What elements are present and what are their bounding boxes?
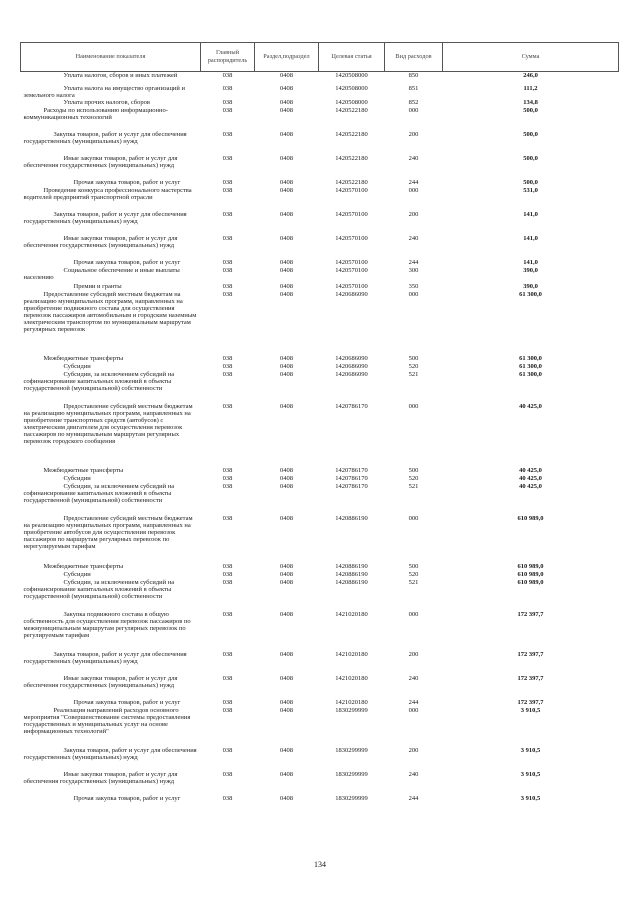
row-section: 0408 xyxy=(280,99,293,106)
row-section: 0408 xyxy=(280,355,293,362)
table-row xyxy=(21,363,619,371)
row-sum: 610 989,0 xyxy=(517,515,544,522)
row-name-text: Проведение конкурса профессионального мастерства водителей предприятий транспортной отрасли xyxy=(23,187,192,201)
row-sum: 610 989,0 xyxy=(517,563,544,570)
row-section: 0408 xyxy=(280,483,293,490)
table-row xyxy=(21,235,619,259)
header-grbs: Главный распорядитель xyxy=(201,43,255,72)
row-grbs: 038 xyxy=(222,187,233,194)
row-name xyxy=(21,475,201,483)
row-section: 0408 xyxy=(280,699,293,706)
row-section: 0408 xyxy=(280,131,293,138)
row-target: 1421020180 xyxy=(335,611,368,618)
row-sum: 172 397,7 xyxy=(517,651,544,658)
row-sum: 61 300,0 xyxy=(519,291,542,298)
row-target: 1420522180 xyxy=(335,131,368,138)
row-name xyxy=(21,579,201,611)
row-grbs: 038 xyxy=(222,563,233,570)
row-name xyxy=(21,571,201,579)
row-sum: 390,0 xyxy=(523,267,538,274)
table-row xyxy=(21,747,619,771)
row-name-text: Субсидии xyxy=(63,475,91,482)
row-sum: 141,0 xyxy=(523,235,538,242)
row-name-text: Премии и гранты xyxy=(73,283,122,290)
row-grbs: 038 xyxy=(222,99,233,106)
row-grbs: 038 xyxy=(222,403,233,410)
row-name xyxy=(21,155,201,179)
row-sum: 500,0 xyxy=(523,107,538,114)
row-section: 0408 xyxy=(280,85,293,92)
row-name-text: Прочая закупка товаров, работ и услуг xyxy=(73,795,181,802)
row-expense-type: 000 xyxy=(408,611,419,618)
row-name-text: Иные закупки товаров, работ и услуг для обеспечения государственных (муниципальных) нужд xyxy=(23,675,178,689)
row-section: 0408 xyxy=(280,467,293,474)
row-target: 1420570100 xyxy=(335,283,368,290)
row-grbs: 038 xyxy=(222,771,233,778)
row-grbs: 038 xyxy=(222,579,233,586)
row-expense-type: 200 xyxy=(408,131,419,138)
row-grbs: 038 xyxy=(222,475,233,482)
row-section: 0408 xyxy=(280,371,293,378)
table-body xyxy=(21,72,619,804)
row-expense-type: 240 xyxy=(408,675,419,682)
table-header-row xyxy=(21,43,619,72)
row-expense-type: 521 xyxy=(408,483,419,490)
table-row xyxy=(21,707,619,747)
row-grbs: 038 xyxy=(222,795,233,802)
table-row xyxy=(21,771,619,795)
row-expense-type: 240 xyxy=(408,155,419,162)
row-grbs: 038 xyxy=(222,355,233,362)
row-section: 0408 xyxy=(280,563,293,570)
row-target: 1420786170 xyxy=(335,475,368,482)
row-section: 0408 xyxy=(280,235,293,242)
row-section: 0408 xyxy=(280,403,293,410)
table-row xyxy=(21,107,619,131)
row-sum: 111,2 xyxy=(523,85,538,92)
row-expense-type: 500 xyxy=(408,563,419,570)
row-section: 0408 xyxy=(280,651,293,658)
row-target: 1420786170 xyxy=(335,403,368,410)
row-expense-type: 520 xyxy=(408,363,419,370)
row-sum: 61 300,0 xyxy=(519,355,542,362)
table-row xyxy=(21,563,619,571)
row-expense-type: 240 xyxy=(408,235,419,242)
row-grbs: 038 xyxy=(222,291,233,298)
table-row xyxy=(21,483,619,515)
table-row xyxy=(21,675,619,699)
row-expense-type: 500 xyxy=(408,355,419,362)
row-name-text: Межбюджетные трансферты xyxy=(43,467,124,474)
row-name xyxy=(21,747,201,771)
page-number: 134 xyxy=(314,860,326,869)
row-expense-type: 521 xyxy=(408,579,419,586)
row-grbs: 038 xyxy=(222,283,233,290)
table-row xyxy=(21,467,619,475)
row-sum: 3 910,5 xyxy=(520,747,541,754)
row-name-text: Уплата прочих налогов, сборов xyxy=(63,99,150,106)
row-name xyxy=(21,675,201,699)
row-expense-type: 244 xyxy=(408,259,419,266)
row-grbs: 038 xyxy=(222,155,233,162)
row-grbs: 038 xyxy=(222,131,233,138)
table-row xyxy=(21,403,619,467)
row-section: 0408 xyxy=(280,571,293,578)
row-name xyxy=(21,179,201,187)
row-name-text: Уплата налога на имущество организаций и земельного налога xyxy=(23,85,185,99)
row-sum: 40 425,0 xyxy=(519,483,542,490)
row-sum: 500,0 xyxy=(523,131,538,138)
row-sum: 134,8 xyxy=(523,99,538,106)
row-grbs: 038 xyxy=(222,107,233,114)
row-target: 1420686090 xyxy=(335,363,368,370)
row-sum: 3 910,5 xyxy=(520,707,541,714)
row-target: 1420886190 xyxy=(335,515,368,522)
row-target: 1420508000 xyxy=(335,72,368,79)
row-target: 1420686090 xyxy=(335,371,368,378)
row-sum: 172 397,7 xyxy=(517,699,544,706)
row-name xyxy=(21,267,201,283)
row-name xyxy=(21,771,201,795)
row-target: 1830299999 xyxy=(335,771,368,778)
row-target: 1420522180 xyxy=(335,107,368,114)
row-name-text: Межбюджетные трансферты xyxy=(43,355,124,362)
row-name-text: Предоставление субсидий местным бюджетам на реализацию муниципальных программ, направленных на приобретение подвижного состава для осуществления перевозок пассажиров автомобильным и городским наземным электрическим транспортом по муниципальным маршрутам регулярных перевозок xyxy=(23,291,197,333)
row-name-text: Предоставление субсидий местным бюджетам на реализацию муниципальных программ, направленных на приобретение автобусов для осуществления перевозок пассажиров по маршрутам регулярных перевозок по нерегулируемым тарифам xyxy=(23,515,193,550)
row-grbs: 038 xyxy=(222,211,233,218)
row-name xyxy=(21,699,201,707)
row-target: 1420886190 xyxy=(335,563,368,570)
row-name-text: Субсидии, за исключением субсидий на софинансирование капитальных вложений в объекты государственной (муниципальной) собственности xyxy=(23,579,175,600)
row-name xyxy=(21,211,201,235)
row-name xyxy=(21,283,201,291)
table-row xyxy=(21,267,619,283)
row-grbs: 038 xyxy=(222,267,233,274)
row-sum: 610 989,0 xyxy=(517,579,544,586)
table-row xyxy=(21,355,619,363)
table-row xyxy=(21,179,619,187)
row-name xyxy=(21,235,201,259)
row-expense-type: 300 xyxy=(408,267,419,274)
row-name-text: Прочая закупка товаров, работ и услуг xyxy=(73,179,181,186)
row-target: 1420570100 xyxy=(335,187,368,194)
row-name-text: Закупка товаров, работ и услуг для обеспечения государственных (муниципальных) нужд xyxy=(23,747,197,761)
row-expense-type: 244 xyxy=(408,795,419,802)
row-section: 0408 xyxy=(280,267,293,274)
row-section: 0408 xyxy=(280,771,293,778)
row-name-text: Закупка товаров, работ и услуг для обеспечения государственных (муниципальных) нужд xyxy=(23,131,187,145)
row-name-text: Иные закупки товаров, работ и услуг для обеспечения государственных (муниципальных) нужд xyxy=(23,155,178,169)
row-grbs: 038 xyxy=(222,259,233,266)
row-target: 1830299999 xyxy=(335,795,368,802)
row-name-text: Уплата налогов, сборов и иных платежей xyxy=(63,72,178,79)
row-expense-type: 000 xyxy=(408,107,419,114)
row-sum: 610 989,0 xyxy=(517,571,544,578)
row-expense-type: 000 xyxy=(408,187,419,194)
row-expense-type: 000 xyxy=(408,291,419,298)
row-name xyxy=(21,515,201,563)
row-name-text: Социальное обеспечение и иные выплаты населению xyxy=(23,267,180,281)
row-section: 0408 xyxy=(280,675,293,682)
row-expense-type: 850 xyxy=(408,72,419,79)
row-name xyxy=(21,85,201,99)
row-section: 0408 xyxy=(280,363,293,370)
row-sum: 390,0 xyxy=(523,283,538,290)
table-row xyxy=(21,699,619,707)
header-expense-type: Вид расходов xyxy=(385,43,443,72)
table-row xyxy=(21,291,619,355)
header-sum: Сумма xyxy=(443,43,619,72)
row-name-text: Субсидии xyxy=(63,571,91,578)
row-grbs: 038 xyxy=(222,235,233,242)
row-target: 1420686090 xyxy=(335,291,368,298)
row-name xyxy=(21,707,201,747)
row-expense-type: 350 xyxy=(408,283,419,290)
row-target: 1420522180 xyxy=(335,155,368,162)
row-name xyxy=(21,99,201,107)
row-grbs: 038 xyxy=(222,651,233,658)
table-row xyxy=(21,131,619,155)
row-name xyxy=(21,563,201,571)
row-grbs: 038 xyxy=(222,699,233,706)
row-target: 1420508000 xyxy=(335,99,368,106)
row-section: 0408 xyxy=(280,611,293,618)
row-section: 0408 xyxy=(280,107,293,114)
row-expense-type: 500 xyxy=(408,467,419,474)
table-row xyxy=(21,99,619,107)
table-row xyxy=(21,211,619,235)
row-name xyxy=(21,651,201,675)
row-name xyxy=(21,467,201,475)
row-expense-type: 520 xyxy=(408,571,419,578)
row-grbs: 038 xyxy=(222,72,233,79)
row-section: 0408 xyxy=(280,179,293,186)
row-name-text: Субсидии, за исключением субсидий на софинансирование капитальных вложений в объекты государственной (муниципальной) собственности xyxy=(23,483,175,504)
row-grbs: 038 xyxy=(222,179,233,186)
row-target: 1420570100 xyxy=(335,235,368,242)
row-section: 0408 xyxy=(280,515,293,522)
row-sum: 141,0 xyxy=(523,259,538,266)
table-row xyxy=(21,187,619,211)
budget-sheet xyxy=(20,42,618,803)
row-name xyxy=(21,259,201,267)
row-name xyxy=(21,795,201,803)
row-name-text: Реализация направлений расходов основного мероприятия "Совершенствование системы предоставления государственных и муниципальных услуг на основе информационных технологий" xyxy=(23,707,191,735)
table-row xyxy=(21,155,619,179)
row-section: 0408 xyxy=(280,475,293,482)
table-row xyxy=(21,579,619,611)
row-target: 1420786170 xyxy=(335,467,368,474)
row-name-text: Иные закупки товаров, работ и услуг для обеспечения государственных (муниципальных) нужд xyxy=(23,235,178,249)
row-name xyxy=(21,371,201,403)
row-sum: 61 300,0 xyxy=(519,371,542,378)
row-expense-type: 244 xyxy=(408,699,419,706)
row-grbs: 038 xyxy=(222,571,233,578)
table-row xyxy=(21,651,619,675)
row-expense-type: 521 xyxy=(408,371,419,378)
row-sum: 531,0 xyxy=(523,187,538,194)
row-expense-type: 200 xyxy=(408,747,419,754)
row-target: 1420570100 xyxy=(335,267,368,274)
table-row xyxy=(21,259,619,267)
row-sum: 3 910,5 xyxy=(520,795,541,802)
table-row xyxy=(21,515,619,563)
row-name-text: Предоставление субсидий местным бюджетам на реализацию муниципальных программ, направленных на приобретение транспортных средств (автобусов) с электрическим двигателем для осуществления перевозок пассажиров по муниципальным маршрутам регулярных перевозок городского сообщения xyxy=(23,403,193,445)
table-row xyxy=(21,795,619,803)
row-target: 1420522180 xyxy=(335,179,368,186)
row-name-text: Закупка товаров, работ и услуг для обеспечения государственных (муниципальных) нужд xyxy=(23,651,187,665)
row-target: 1420686090 xyxy=(335,355,368,362)
row-sum: 40 425,0 xyxy=(519,475,542,482)
header-target: Целевая статья xyxy=(319,43,385,72)
row-target: 1420570100 xyxy=(335,259,368,266)
row-name-text: Прочая закупка товаров, работ и услуг xyxy=(73,259,181,266)
row-grbs: 038 xyxy=(222,611,233,618)
row-sum: 141,0 xyxy=(523,211,538,218)
row-name xyxy=(21,107,201,131)
row-section: 0408 xyxy=(280,72,293,79)
table-row xyxy=(21,283,619,291)
row-name-text: Расходы по использованию информационно-коммуникационных технологий xyxy=(23,107,168,121)
table-row xyxy=(21,571,619,579)
row-grbs: 038 xyxy=(222,85,233,92)
row-grbs: 038 xyxy=(222,363,233,370)
row-expense-type: 244 xyxy=(408,179,419,186)
row-section: 0408 xyxy=(280,579,293,586)
header-section: Раздел,подраздел xyxy=(255,43,319,72)
row-name xyxy=(21,187,201,211)
row-sum: 500,0 xyxy=(523,155,538,162)
row-sum: 40 425,0 xyxy=(519,403,542,410)
row-name-text: Субсидии xyxy=(63,363,91,370)
row-expense-type: 852 xyxy=(408,99,419,106)
row-name xyxy=(21,131,201,155)
row-expense-type: 851 xyxy=(408,85,419,92)
row-section: 0408 xyxy=(280,747,293,754)
row-section: 0408 xyxy=(280,155,293,162)
row-target: 1421020180 xyxy=(335,651,368,658)
row-target: 1421020180 xyxy=(335,699,368,706)
row-name-text: Закупка товаров, работ и услуг для обеспечения государственных (муниципальных) нужд xyxy=(23,211,187,225)
row-grbs: 038 xyxy=(222,675,233,682)
row-section: 0408 xyxy=(280,211,293,218)
row-sum: 40 425,0 xyxy=(519,467,542,474)
row-name-text: Иные закупки товаров, работ и услуг для обеспечения государственных (муниципальных) нужд xyxy=(23,771,178,785)
row-section: 0408 xyxy=(280,795,293,802)
row-expense-type: 520 xyxy=(408,475,419,482)
row-grbs: 038 xyxy=(222,467,233,474)
row-section: 0408 xyxy=(280,707,293,714)
row-name xyxy=(21,363,201,371)
row-grbs: 038 xyxy=(222,707,233,714)
row-section: 0408 xyxy=(280,187,293,194)
row-name xyxy=(21,355,201,363)
row-expense-type: 200 xyxy=(408,651,419,658)
row-target: 1420570100 xyxy=(335,211,368,218)
row-target: 1830299999 xyxy=(335,707,368,714)
row-grbs: 038 xyxy=(222,371,233,378)
row-grbs: 038 xyxy=(222,747,233,754)
row-sum: 172 397,7 xyxy=(517,675,544,682)
row-expense-type: 000 xyxy=(408,515,419,522)
row-name xyxy=(21,483,201,515)
row-expense-type: 000 xyxy=(408,403,419,410)
row-section: 0408 xyxy=(280,291,293,298)
row-target: 1420886190 xyxy=(335,579,368,586)
header-name: Наименование показателя xyxy=(21,43,201,72)
row-grbs: 038 xyxy=(222,483,233,490)
row-grbs: 038 xyxy=(222,515,233,522)
table-row xyxy=(21,72,619,86)
row-name-text: Закупка подвижного состава в общую собственность для осуществления перевозок пассажиров по межмуниципальным маршрутам регулярных перевозок по регулируемым тарифам xyxy=(23,611,191,639)
row-name xyxy=(21,291,201,355)
row-target: 1830299999 xyxy=(335,747,368,754)
budget-table xyxy=(20,42,619,803)
row-section: 0408 xyxy=(280,283,293,290)
row-target: 1420508000 xyxy=(335,85,368,92)
row-name xyxy=(21,72,201,86)
row-name-text: Межбюджетные трансферты xyxy=(43,563,124,570)
table-row xyxy=(21,475,619,483)
row-expense-type: 000 xyxy=(408,707,419,714)
row-sum: 3 910,5 xyxy=(520,771,541,778)
row-name-text: Субсидии, за исключением субсидий на софинансирование капитальных вложений в объекты государственной (муниципальной) собственности xyxy=(23,371,175,392)
row-expense-type: 200 xyxy=(408,211,419,218)
row-sum: 172 397,7 xyxy=(517,611,544,618)
row-sum: 246,0 xyxy=(523,72,538,79)
row-target: 1420886190 xyxy=(335,571,368,578)
row-sum: 61 300,0 xyxy=(519,363,542,370)
table-row xyxy=(21,611,619,651)
row-name-text: Прочая закупка товаров, работ и услуг xyxy=(73,699,181,706)
row-sum: 500,0 xyxy=(523,179,538,186)
row-target: 1421020180 xyxy=(335,675,368,682)
row-expense-type: 240 xyxy=(408,771,419,778)
row-name xyxy=(21,403,201,467)
table-row xyxy=(21,85,619,99)
row-name xyxy=(21,611,201,651)
row-section: 0408 xyxy=(280,259,293,266)
row-target: 1420786170 xyxy=(335,483,368,490)
table-row xyxy=(21,371,619,403)
